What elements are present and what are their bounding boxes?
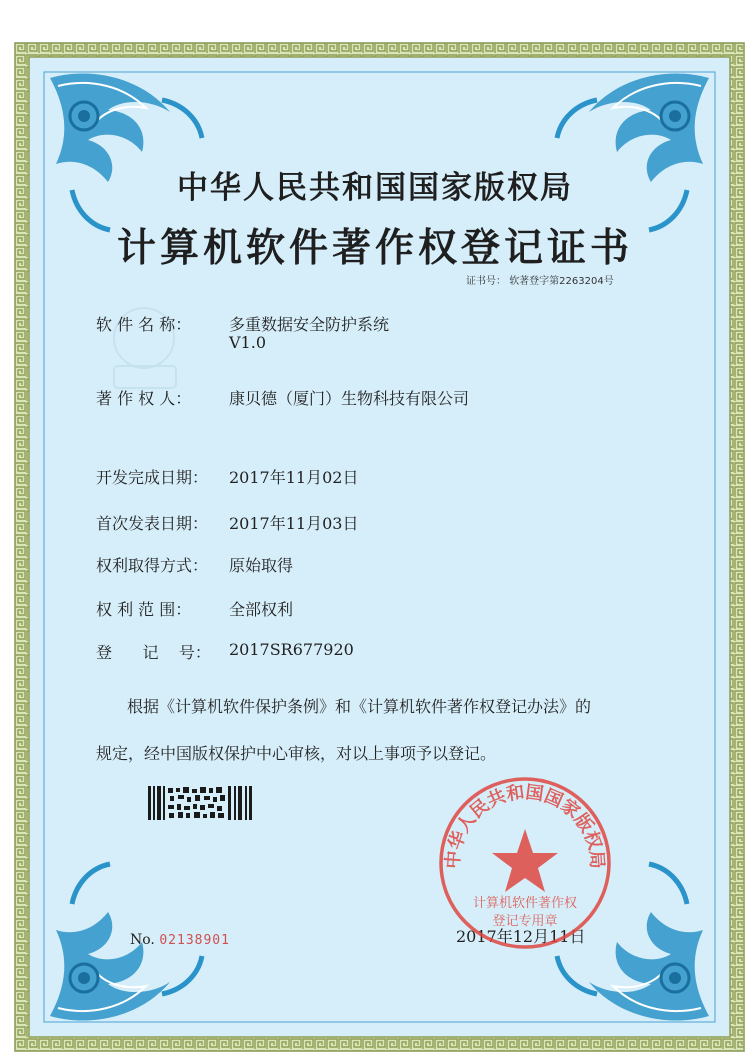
official-seal	[437, 775, 613, 951]
serial-number-label: No.	[130, 932, 155, 948]
rights-scope-label: 权 利 范 围：	[96, 600, 192, 619]
software-name-value: 多重数据安全防护系统	[229, 315, 390, 334]
seal-line-1: 计算机软件著作权	[472, 896, 578, 911]
registration-number-value: 2017SR677920	[229, 640, 354, 659]
software-version-value: V1.0	[229, 333, 266, 352]
publication-date-value: 2017年11月03日	[229, 514, 359, 533]
certificate-number	[466, 272, 614, 287]
publication-date-label: 首次发表日期：	[96, 514, 209, 533]
seal-arc-text: 中华人民共和国国家版权局	[442, 781, 608, 870]
statement-line-1: 根据《计算机软件保护条例》和《计算机软件著作权登记办法》的	[127, 697, 592, 716]
serial-number	[130, 932, 230, 948]
acquisition-method-value: 原始取得	[229, 556, 294, 575]
copyright-owner-label: 著 作 权 人：	[96, 389, 192, 408]
development-date-value: 2017年11月02日	[229, 468, 359, 487]
registration-number-label: 登 记 号：	[96, 643, 211, 662]
rights-scope-value: 全部权利	[229, 600, 294, 619]
certificate-title: 计算机软件著作权登记证书	[116, 226, 633, 271]
seal-star-icon	[492, 829, 558, 892]
certificate-number-label: 证书号：	[466, 276, 506, 287]
certificate-number-value: 软著登字第2263204号	[509, 276, 614, 287]
statement-line-2: 规定，经中国版权保护中心审核，对以上事项予以登记。	[96, 744, 497, 763]
issue-date: 2017年12月11日	[456, 927, 586, 946]
copyright-owner-value: 康贝德（厦门）生物科技有限公司	[229, 389, 470, 408]
qr-barcode	[148, 786, 252, 820]
seal-line-2: 登记专用章	[492, 914, 558, 929]
serial-number-value: 02138901	[159, 933, 230, 948]
issuer-title: 中华人民共和国国家版权局	[177, 170, 573, 206]
development-date-label: 开发完成日期：	[96, 468, 209, 487]
acquisition-method-label: 权利取得方式：	[96, 556, 209, 575]
software-name-label: 软 件 名 称：	[96, 315, 192, 334]
